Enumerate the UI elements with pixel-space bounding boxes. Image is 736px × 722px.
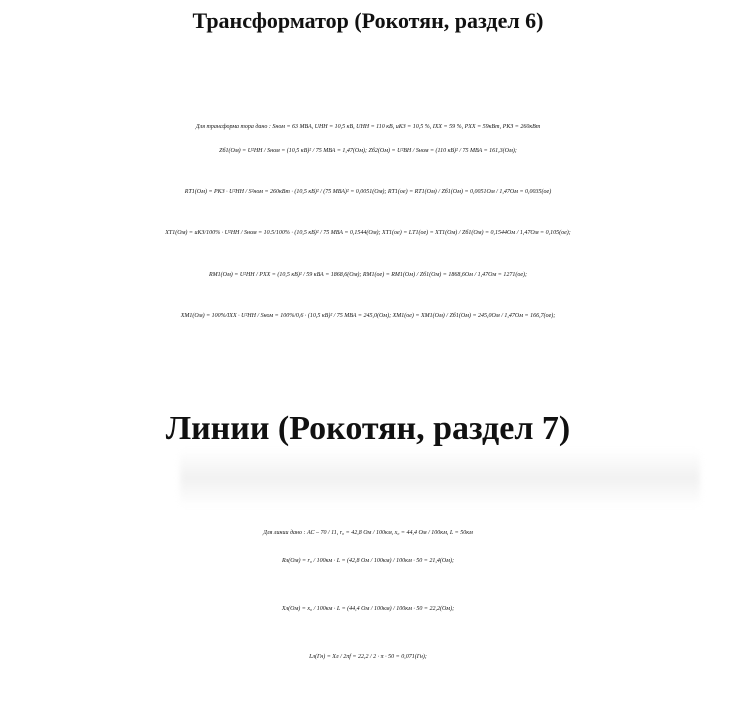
transformer-resistance-equation: RТ1(Ом) = PКЗ · U²НН / S²ном = 260кВт · (10,5 кВ)² / (75 МВА)² = 0,0051(Ом); RТ1(ое) = RТ1(Ом) / Zб1(Ом) = 0,0051Ом / 1,47Ом = 0,0035(ое) (184, 189, 552, 195)
line-resistance-equation: Rл(Ом) = r₀ / 100км · L = (42,8 Ом / 100км) / 100км · 50 = 21,4(Ом); (282, 558, 454, 564)
transformer-given-data: Для трансформа тора дано : Sном = 63 МВА, UНН = 10,5 кВ, UНН = 110 кВ, uКЗ = 10,5 %, IХХ = 59 %, PХХ = 59кВт, PКЗ = 260кВт (195, 124, 541, 130)
magnetizing-resistance-equation: RМ1(Ом) = U²НН / PХХ = (10,5 кВ)² / 59 кВА = 1868,6(Ом); RМ1(ое) = RМ1(Ом) / Zб1(Ом) = 1868,6Ом / 1,47Ом = 1271(ое); (208, 272, 528, 278)
scan-artifact (180, 448, 700, 508)
line-reactance-equation: Xл(Ом) = x₀ / 100км · L = (44,4 Ом / 100км) / 100км · 50 = 22,2(Ом); (281, 606, 455, 612)
line-inductance-equation: Lл(Гн) = Xл / 2πf = 22,2 / 2 · π · 50 = 0,071(Гн); (309, 654, 427, 660)
base-impedance-equation: Zб1(Ом) = U²НН / Sном = (10,5 кВ)² / 75 МВА = 1,47(Ом); Zб2(Ом) = U²ВН / Sном = (110 кВ)² / 75 МВА = 161,3(Ом); (219, 148, 517, 154)
lines-section-title: Линии (Рокотян, раздел 7) (165, 410, 571, 447)
transformer-reactance-equation: XТ1(Ом) = uКЗ/100% · U²НН / Sном = 10.5/100% · (10,5 кВ)² / 75 МВА = 0,1544(Ом); XТ1(ое) = LТ1(ое) = XТ1(Ом) / Zб1(Ом) = 0,1544Ом / 1,47Ом = 0,105(ое); (165, 230, 571, 236)
magnetizing-reactance-equation: XМ1(Ом) = 100%/IХХ · U²НН / Sном = 100%/0,6 · (10,5 кВ)² / 75 МВА = 245,0(Ом); XМ1(ое) = XМ1(Ом) / Zб1(Ом) = 245,0Ом / 1,47Ом = 166,7(ое); (180, 313, 556, 319)
line-given-data: Для линии дано : АС – 70 / 11, r₀ = 42,8 Ом / 100км, x₀ = 44,4 Ом / 100км, L = 50км (263, 530, 473, 536)
transformer-section-title: Трансформатор (Рокотян, раздел 6) (192, 8, 544, 33)
